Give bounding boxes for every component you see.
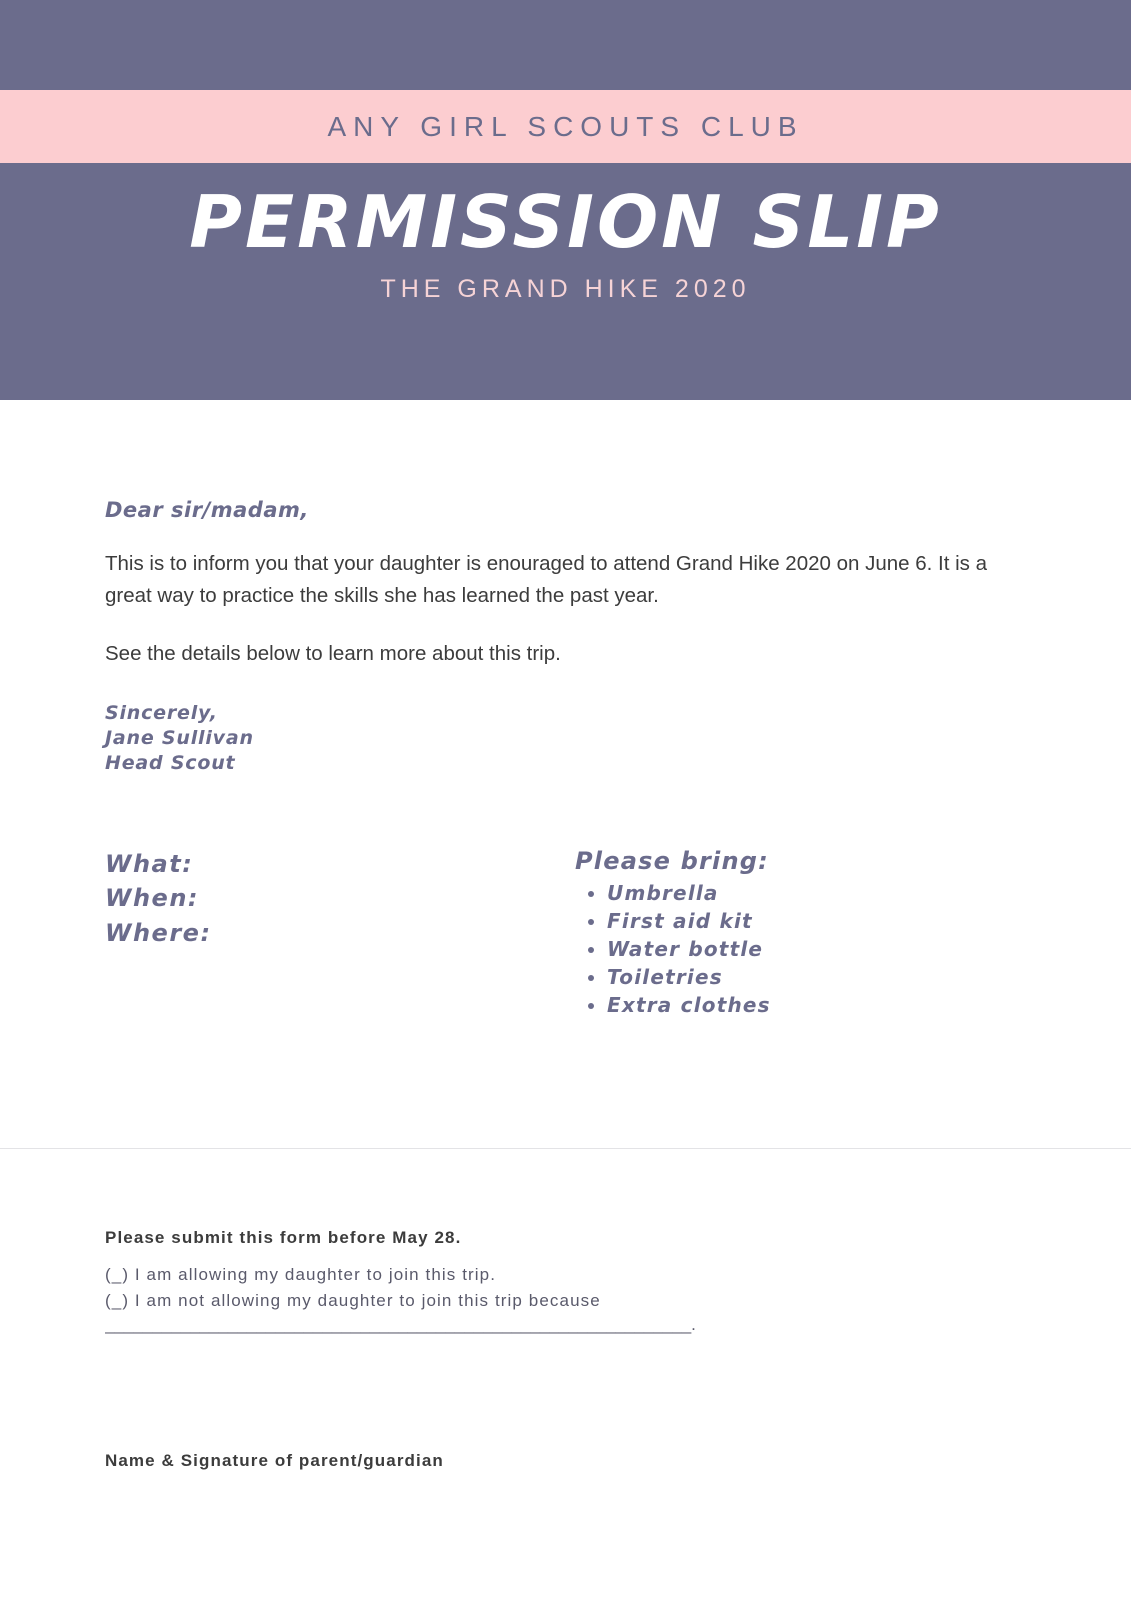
club-name-bar bbox=[0, 90, 1131, 163]
list-item: • Toiletries bbox=[607, 963, 1026, 991]
page-subtitle: THE GRAND HIKE 2020 bbox=[380, 274, 751, 303]
list-item: • Extra clothes bbox=[607, 991, 1026, 1019]
signoff-closing: Sincerely, bbox=[105, 702, 218, 725]
bring-column bbox=[575, 847, 1026, 1019]
club-name: ANY GIRL SCOUTS CLUB bbox=[327, 110, 804, 142]
paragraph-1: This is to inform you that your daughter is enouraged to attend Grand Hike 2020 on June 6. It is a great way to practice the skills she has learned the past year. bbox=[105, 552, 988, 607]
bring-title: Please bring: bbox=[575, 847, 769, 876]
header-top-band bbox=[0, 0, 1131, 90]
reason-blank-line[interactable]: ______________________________________________________________. bbox=[105, 1314, 696, 1334]
detail-label-where: Where: bbox=[105, 918, 212, 947]
letter-body bbox=[0, 498, 1131, 1019]
detail-labels-column bbox=[105, 847, 575, 1019]
list-item: • Umbrella bbox=[607, 879, 1026, 907]
bring-list bbox=[575, 879, 1026, 1019]
submit-deadline-note: Please submit this form before May 28. bbox=[105, 1228, 462, 1247]
page-title: PERMISSION SLIP bbox=[189, 180, 942, 264]
signoff-role: Head Scout bbox=[105, 751, 236, 774]
signoff-name: Jane Sullivan bbox=[105, 726, 254, 749]
signature-label: Name & Signature of parent/guardian bbox=[105, 1450, 444, 1470]
detail-label-when: When: bbox=[105, 884, 200, 913]
section-divider bbox=[0, 1148, 1131, 1149]
detail-label-what: What: bbox=[105, 850, 194, 879]
list-item: • First aid kit bbox=[607, 907, 1026, 935]
title-zone bbox=[0, 163, 1131, 400]
trip-details bbox=[105, 847, 1026, 1019]
consent-option-no[interactable]: (_) I am not allowing my daughter to join this trip because bbox=[105, 1290, 601, 1310]
signoff bbox=[105, 701, 1026, 775]
consent-form bbox=[105, 1228, 1035, 1471]
salutation: Dear sir/madam, bbox=[105, 498, 309, 522]
document-header bbox=[0, 0, 1131, 400]
list-item: • Water bottle bbox=[607, 935, 1026, 963]
consent-option-yes[interactable]: (_) I am allowing my daughter to join this trip. bbox=[105, 1265, 497, 1284]
paragraph-2: See the details below to learn more about this trip. bbox=[105, 641, 561, 665]
